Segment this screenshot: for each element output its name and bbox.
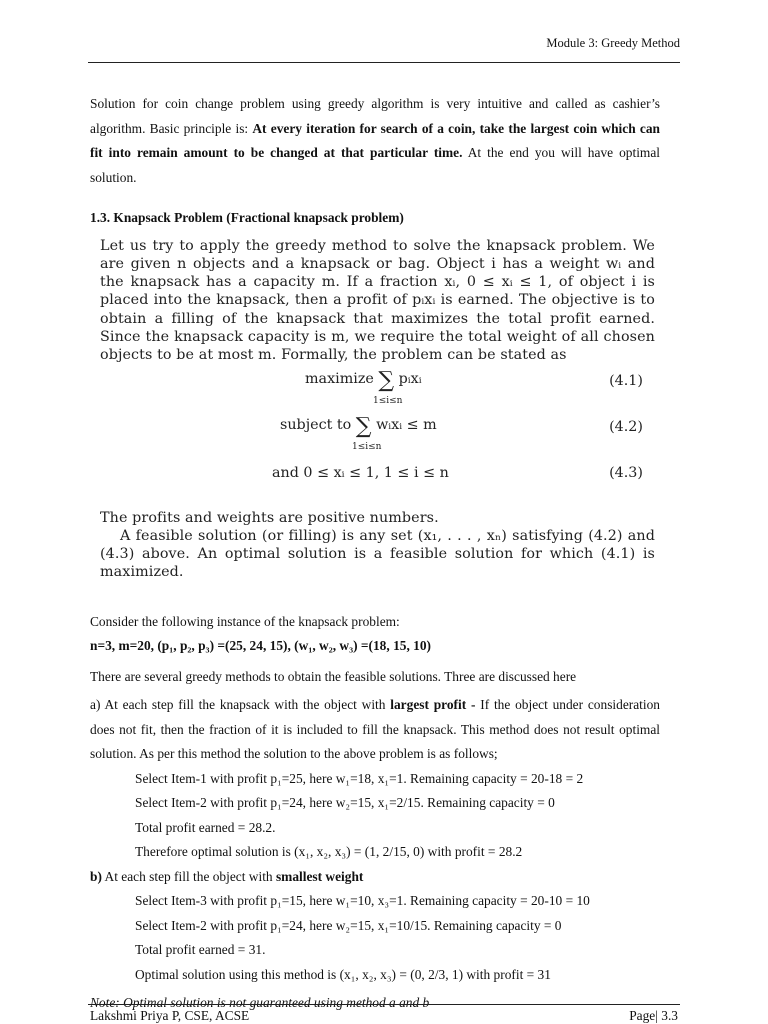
section-heading: 1.3. Knapsack Problem (Fractional knapsack problem) — [90, 210, 404, 225]
eq1-term: pᵢxᵢ — [398, 370, 422, 387]
footer-page-number: Page| 3.3 — [629, 1008, 678, 1023]
footer-author: Lakshmi Priya P, CSE, ACSE — [90, 1008, 250, 1023]
method-a-bold: largest profit - — [390, 697, 476, 713]
eq2-number: (4.2) — [609, 418, 643, 435]
scan-para-3: A feasible solution (or filling) is any set (x₁, . . . , xₙ) satisfying (4.2) and (4.3) above. An optimal solution is a feasible solution for which (4.1) is maximized. — [100, 527, 655, 581]
equation-1 — [305, 367, 422, 406]
eq1-number: (4.1) — [609, 372, 643, 389]
equation-2 — [280, 413, 437, 452]
method-a-lead: a) At each step fill the knapsack with the object with — [90, 697, 391, 713]
method-b-line: Optimal solution using this method is (x₁, x₂, x₃) = (0, 2/3, 1) with profit = 31 — [135, 966, 551, 982]
scanned-paragraph-1: Let us try to apply the greedy method to solve the knapsack problem. We are given n objects and a knapsack or bag. Object i has a weight wᵢ and the knapsack has a capacity m. If a fraction xᵢ, 0 ≤ xᵢ ≤ 1, of object i is placed into the knapsack, then a profit of pᵢxᵢ is earned. The objective is to obtain a filling of the knapsack that maximizes the total profit earned. Since the knapsack capacity is m, we require the total weight of all chosen objects to be at most m. Formally, the problem can be stated as — [100, 237, 655, 364]
intro-text-1: Solution for coin change problem using greedy algorithm is very intuitive and called as cashier’s algorithm. Basic principle is: — [90, 96, 660, 136]
method-a-line: Total profit earned = 28.2. — [135, 819, 276, 835]
methods-intro: There are several greedy methods to obtain the feasible solutions. Three are discussed here — [90, 668, 577, 684]
method-b-bold: smallest weight — [275, 868, 364, 884]
footer-rule — [88, 1004, 680, 1005]
method-a-rest: If the object under consideration does not fit, then the fraction of it is included to fill the knapsack. This method does not result optimal solution. As per this method the solution to the above problem is as follows; — [90, 697, 660, 762]
eq3-number: (4.3) — [609, 464, 643, 481]
eq2-range: 1≤i≤n — [352, 441, 382, 452]
sigma-icon: ∑ — [355, 413, 372, 439]
eq2-term: wᵢxᵢ ≤ m — [376, 416, 437, 433]
method-a-paragraph — [90, 693, 660, 767]
equations — [100, 365, 655, 503]
eq1-range: 1≤i≤n — [373, 395, 403, 406]
instance-values: n=3, m=20, (p₁, p₂, p₃) =(25, 24, 15), (w₁, w₂, w₃) =(18, 15, 10) — [90, 638, 432, 654]
method-b-heading — [90, 865, 660, 890]
intro-text-2: At the end you will have optimal solution. — [90, 145, 661, 185]
method-b-line: Select Item-3 with profit p₁=15, here w₁=10, x₃=1. Remaining capacity = 20-10 = 10 — [135, 893, 590, 909]
scanned-paragraph-2 — [100, 509, 655, 582]
page-body — [90, 92, 660, 1016]
note: Note: Optimal solution is not guaranteed using method a and b — [90, 995, 430, 1011]
method-a-line: Select Item-2 with profit p₁=24, here w₂=15, x₁=2/15. Remaining capacity = 0 — [135, 795, 555, 811]
scan-para-2: The profits and weights are positive numbers. — [100, 509, 439, 526]
method-b-lead: b) — [90, 868, 102, 884]
eq1-lead: maximize — [305, 370, 374, 387]
header-rule — [88, 62, 680, 63]
instance-intro: Consider the following instance of the knapsack problem: — [90, 613, 400, 629]
sigma-icon: ∑ — [378, 367, 395, 393]
method-a-line: Therefore optimal solution is (x₁, x₂, x₃) = (1, 2/15, 0) with profit = 28.2 — [135, 844, 523, 860]
equation-3: and 0 ≤ xᵢ ≤ 1, 1 ≤ i ≤ n — [272, 464, 449, 481]
running-header: Module 3: Greedy Method — [546, 36, 680, 50]
method-b-line: Select Item-2 with profit p₁=24, here w₂=15, x₁=10/15. Remaining capacity = 0 — [135, 917, 562, 933]
method-a-line: Select Item-1 with profit p₁=25, here w₁=18, x₁=1. Remaining capacity = 20-18 = 2 — [135, 770, 584, 786]
eq2-lead: subject to — [280, 416, 352, 433]
method-b-text: At each step fill the object with — [101, 868, 276, 884]
method-b-line: Total profit earned = 31. — [135, 942, 266, 958]
intro-paragraph — [90, 92, 660, 190]
intro-bold: At every iteration for search of a coin, take the largest coin which can fit into remain amount to be changed at that particular time. — [90, 120, 660, 160]
